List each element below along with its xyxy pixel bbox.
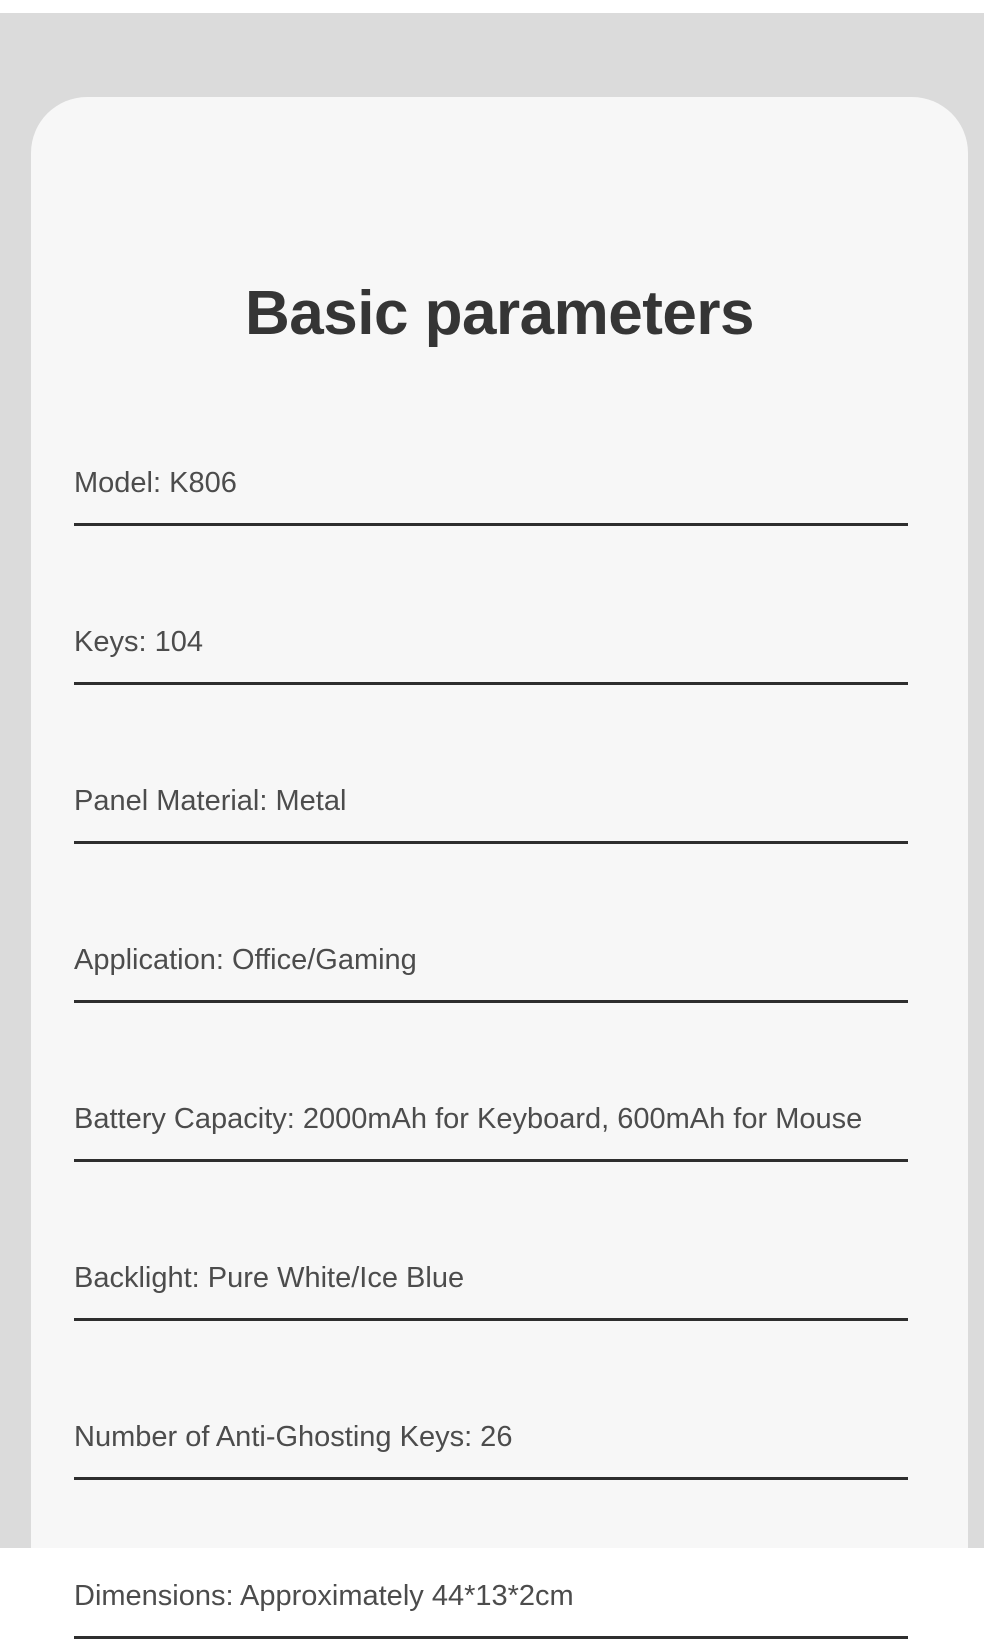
- spec-row-text: Battery Capacity: 2000mAh for Keyboard, 600mAh for Mouse: [74, 1102, 863, 1135]
- spec-row-text: Model: K806: [74, 466, 237, 499]
- spec-row-text: Dimensions: Approximately 44*13*2cm: [74, 1579, 574, 1612]
- page-title: Basic parameters: [245, 279, 754, 348]
- spec-row: [74, 844, 908, 1003]
- spec-row-text: Keys: 104: [74, 625, 203, 658]
- spec-row: [74, 1003, 908, 1162]
- spec-row: [74, 1321, 908, 1480]
- specification-card: [31, 97, 968, 1612]
- spec-row: [74, 526, 908, 685]
- specification-list: [74, 367, 908, 1639]
- spec-row: [74, 1162, 908, 1321]
- spec-row: [74, 367, 908, 526]
- spec-row-text: Application: Office/Gaming: [74, 943, 417, 976]
- spec-row-text: Number of Anti-Ghosting Keys: 26: [74, 1420, 513, 1453]
- spec-row-text: Panel Material: Metal: [74, 784, 347, 817]
- spec-row-text: Backlight: Pure White/Ice Blue: [74, 1261, 465, 1294]
- spec-row: [74, 1480, 908, 1639]
- spec-row: [74, 685, 908, 844]
